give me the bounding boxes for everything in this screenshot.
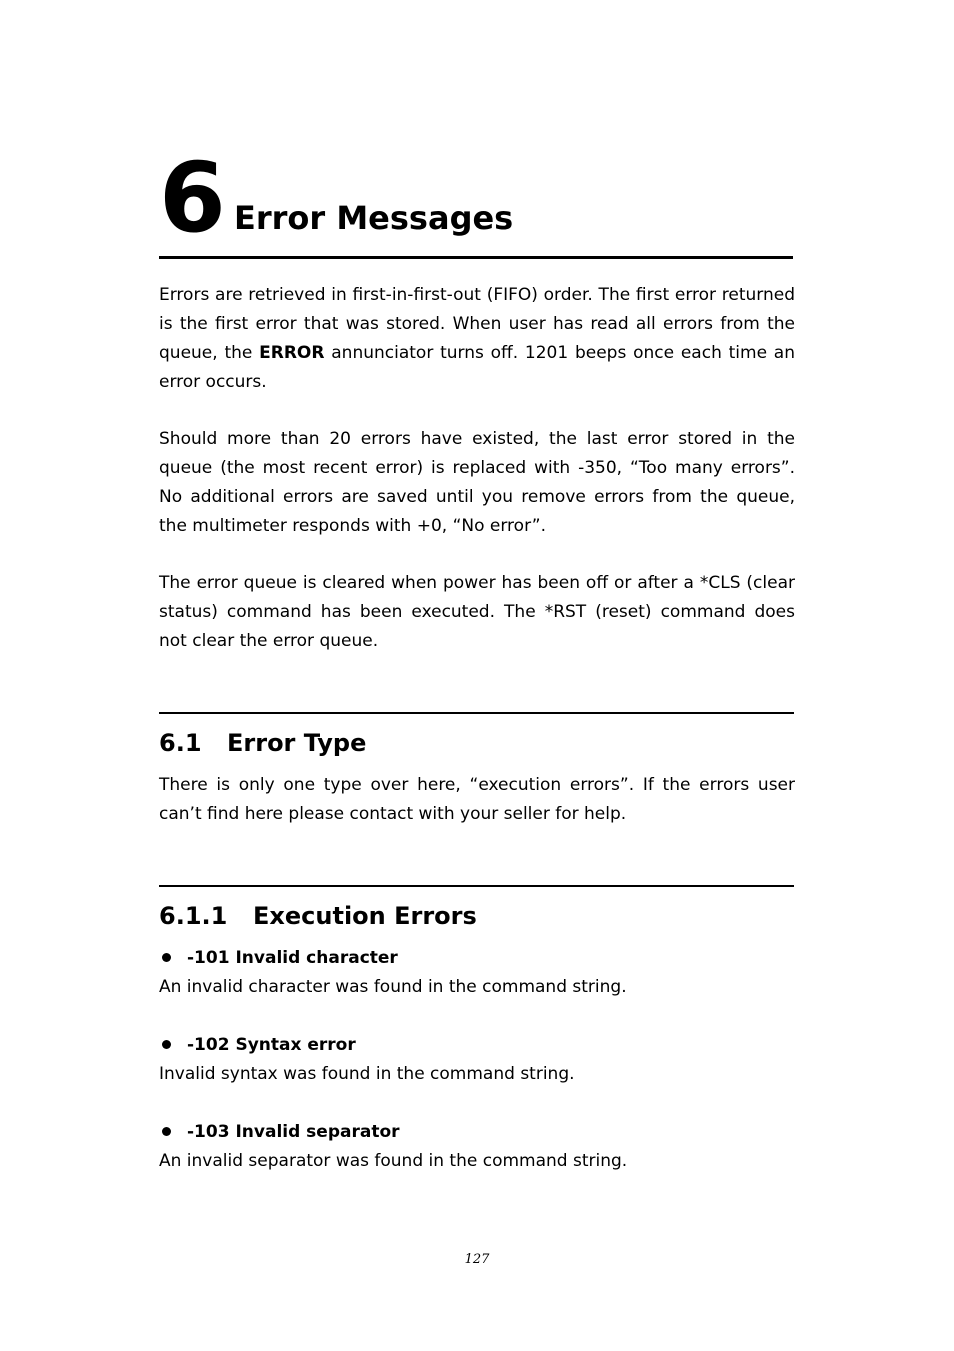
bullet-icon [162, 953, 171, 962]
page-number: 127 [464, 1252, 490, 1267]
section-number: 6.1.1 [159, 902, 228, 930]
intro-paragraph-fifo [159, 281, 795, 397]
section-title: Error Type [227, 729, 367, 757]
section-heading-error-type [159, 728, 366, 758]
error-code-label: -103 Invalid separator [187, 1122, 400, 1142]
error-entry [159, 944, 799, 1002]
intro-text-part: annunciator turns off. 1201 beeps once each time an error occurs. [159, 343, 796, 392]
section-title: Execution Errors [253, 902, 477, 930]
section-number: 6.1 [159, 729, 202, 757]
chapter-title: Error Messages [234, 199, 514, 237]
error-code-label: -102 Syntax error [187, 1035, 356, 1055]
bullet-icon [162, 1127, 171, 1136]
error-heading [159, 944, 799, 973]
chapter-heading [159, 142, 793, 259]
section-divider [159, 885, 794, 887]
section-divider [159, 712, 794, 714]
intro-paragraph-clear: The error queue is cleared when power has been off or after a *CLS (clear status) command has been executed. The *RST (reset) command does not clear the error queue. [159, 573, 795, 651]
error-description: An invalid character was found in the command string. [159, 977, 627, 997]
error-entry [159, 1031, 799, 1089]
error-entry [159, 1118, 799, 1176]
intro-text-part: Errors are retrieved in first-in-first-out (FIFO) order. The first error returned is the first error that was stored. When user has read all errors from the queue, the [159, 285, 795, 363]
chapter-number: 6 [159, 142, 226, 254]
section-heading-execution-errors [159, 901, 477, 931]
error-description: An invalid separator was found in the command string. [159, 1151, 628, 1171]
error-heading [159, 1118, 799, 1147]
bullet-icon [162, 1040, 171, 1049]
error-description: Invalid syntax was found in the command string. [159, 1064, 575, 1084]
section-paragraph-error-type: There is only one type over here, “execution errors”. If the errors user can’t find here please contact with your seller for help. [159, 775, 795, 824]
intro-paragraph-overflow: Should more than 20 errors have existed, the last error stored in the queue (the most recent error) is replaced with -350, “Too many errors”. No additional errors are saved until you remove errors from the queue, the multimeter responds with +0, “No error”. [159, 429, 795, 536]
error-heading [159, 1031, 799, 1060]
error-code-label: -101 Invalid character [187, 948, 398, 968]
error-annunciator-label: ERROR [259, 343, 325, 363]
